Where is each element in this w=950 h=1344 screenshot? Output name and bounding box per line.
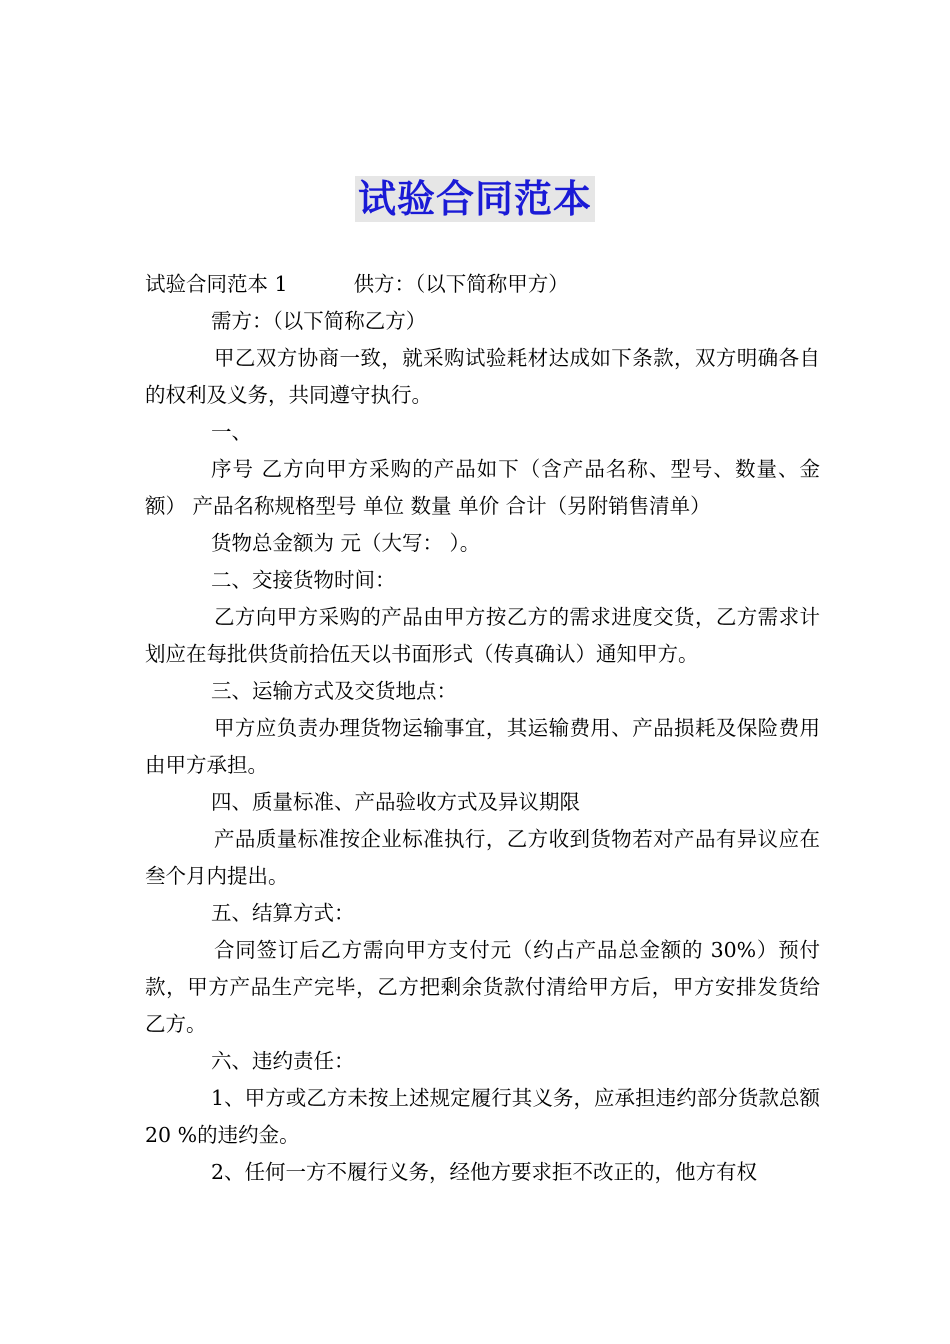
section-three-heading: 三、运输方式及交货地点： bbox=[211, 679, 457, 703]
paragraph-transport: 甲方应负责办理货物运输事宜，其运输费用、产品损耗及保险费用由甲方承担。 bbox=[145, 716, 820, 777]
contract-subtitle: 试验合同范本 1 bbox=[145, 272, 288, 296]
paragraph-breach-1: 1、甲方或乙方未按上述规定履行其义务，应承担违约部分货款总额 20 %的违约金。 bbox=[145, 1086, 820, 1147]
supplier-line: 供方：（以下简称甲方） bbox=[353, 272, 569, 296]
document-body bbox=[145, 266, 820, 1191]
paragraph-total-amount: 货物总金额为 元（大写： ）。 bbox=[211, 531, 481, 555]
section-four-heading: 四、质量标准、产品验收方式及异议期限 bbox=[211, 790, 580, 814]
paragraph-heading-line bbox=[145, 266, 820, 303]
section-five-heading: 五、结算方式： bbox=[211, 901, 355, 925]
section-six-heading: 六、违约责任： bbox=[211, 1049, 355, 1073]
section-one-heading: 一、 bbox=[211, 420, 252, 444]
title-wrapper bbox=[0, 176, 950, 222]
buyer-line: 需方：（以下简称乙方） bbox=[211, 309, 427, 333]
paragraph-preamble: 甲乙双方协商一致，就采购试验耗材达成如下条款，双方明确各自的权利及义务，共同遵守执行。 bbox=[145, 346, 820, 407]
paragraph-product-list: 序号 乙方向甲方采购的产品如下（含产品名称、型号、数量、金额） 产品名称规格型号 单位 数量 单价 合计（另附销售清单） bbox=[145, 457, 820, 518]
paragraph-delivery-time: 乙方向甲方采购的产品由甲方按乙方的需求进度交货，乙方需求计划应在每批供货前拾伍天以书面形式（传真确认）通知甲方。 bbox=[145, 605, 820, 666]
paragraph-settlement: 合同签订后乙方需向甲方支付元（约占产品总金额的 30%）预付款，甲方产品生产完毕，乙方把剩余货款付清给甲方后，甲方安排发货给乙方。 bbox=[145, 938, 820, 1036]
document-title: 试验合同范本 bbox=[355, 176, 595, 222]
paragraph-breach-2: 2、任何一方不履行义务，经他方要求拒不改正的，他方有权 bbox=[211, 1160, 758, 1184]
section-two-heading: 二、交接货物时间： bbox=[211, 568, 396, 592]
paragraph-quality: 产品质量标准按企业标准执行，乙方收到货物若对产品有异议应在叁个月内提出。 bbox=[145, 827, 820, 888]
